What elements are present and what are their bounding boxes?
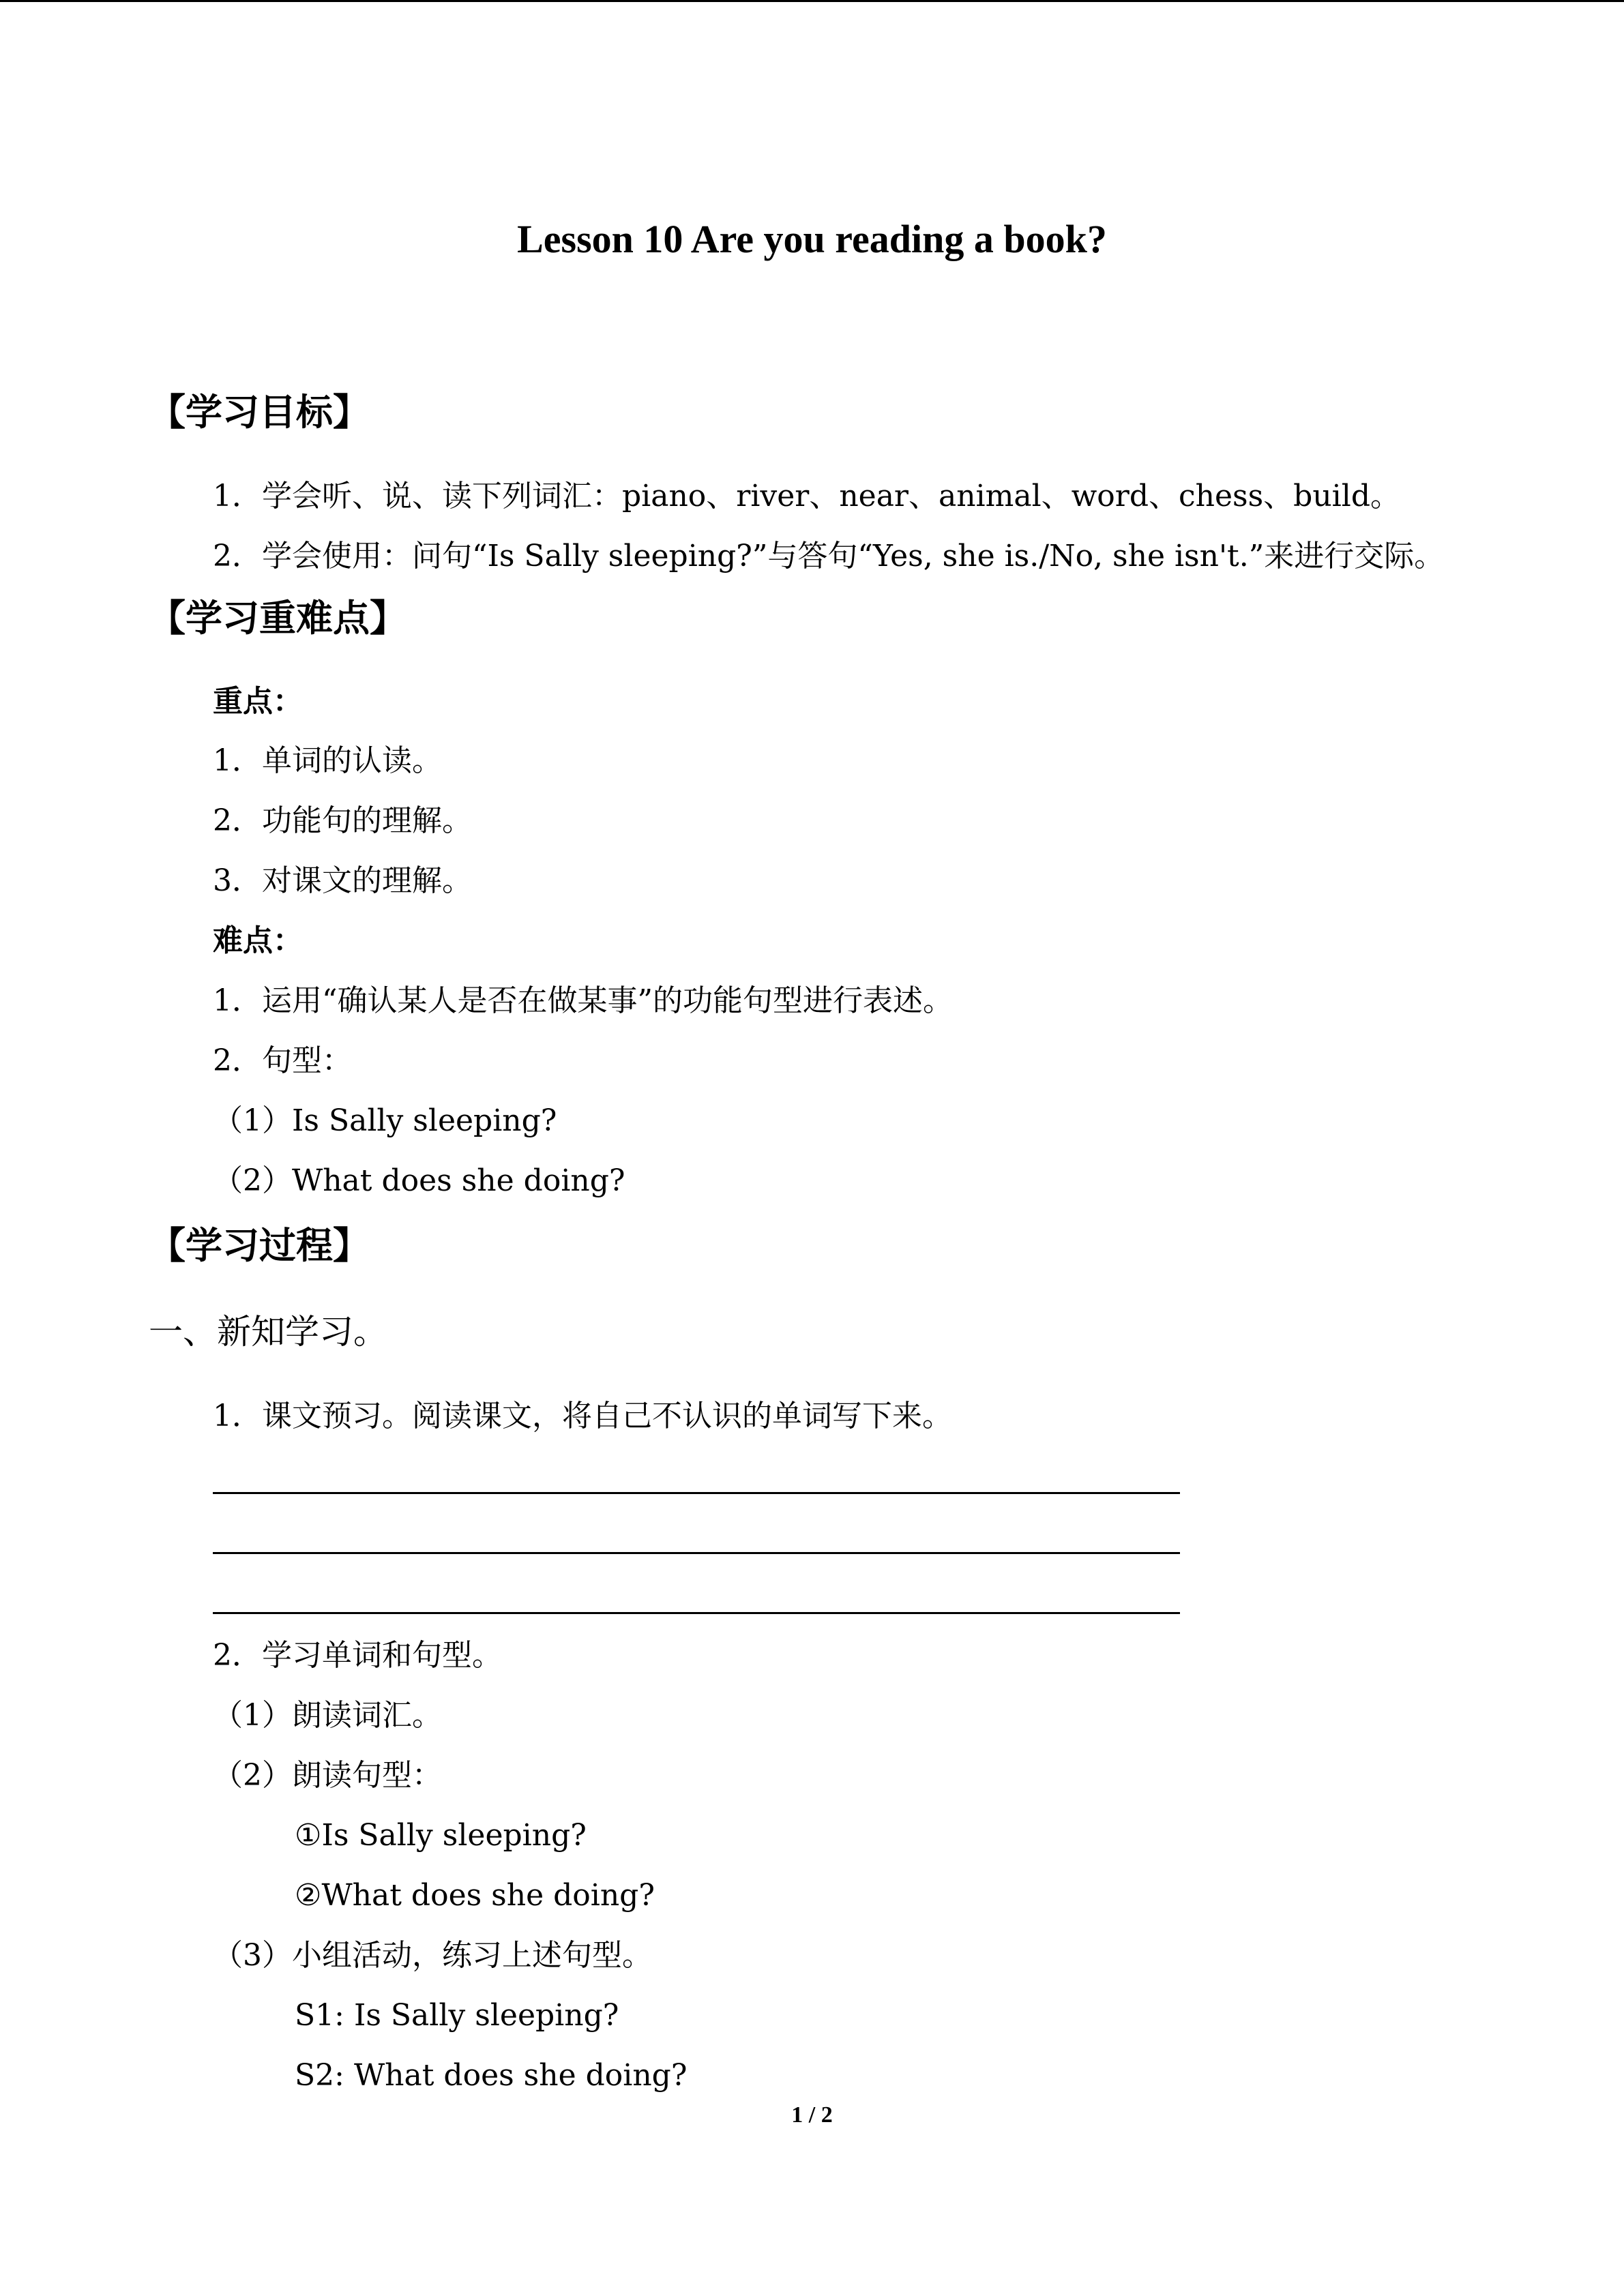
heading-key-points: 【学习重难点】 (149, 597, 407, 640)
difficulty-item-1: 1．运用“确认某人是否在做某事”的功能句型进行表述。 (213, 983, 953, 1018)
step-2: 2．学习单词和句型。 (213, 1638, 502, 1673)
dialogue-line-1: S1: Is Sally sleeping? (295, 1998, 619, 2033)
answer-line-2[interactable] (213, 1552, 1180, 1554)
focus-label: 重点： (213, 684, 303, 719)
dialogue-line-2: S2: What does she doing? (295, 2058, 688, 2093)
objective-item-1: 1．学会听、说、读下列词汇：piano、river、near、animal、word、chess、build。 (213, 479, 1400, 513)
difficulty-label: 难点： (213, 923, 303, 958)
sub-step-3: （3）小组活动，练习上述句型。 (213, 1938, 652, 1973)
heading-process: 【学习过程】 (149, 1224, 370, 1267)
answer-line-1[interactable] (213, 1492, 1180, 1494)
heading-objectives: 【学习目标】 (149, 391, 370, 434)
difficulty-item-2: 2．句型： (213, 1043, 352, 1078)
pattern-2: （2）What does she doing? (213, 1163, 625, 1198)
top-border (0, 0, 1624, 2)
focus-item-3: 3．对课文的理解。 (213, 863, 472, 898)
answer-line-3[interactable] (213, 1612, 1180, 1614)
focus-item-2: 2．功能句的理解。 (213, 803, 472, 838)
step-1: 1．课文预习。阅读课文，将自己不认识的单词写下来。 (213, 1399, 952, 1433)
sentence-1: ①Is Sally sleeping? (295, 1818, 587, 1853)
page-number: 1 / 2 (791, 2102, 833, 2128)
document-title: Lesson 10 Are you reading a book? (517, 217, 1107, 261)
objective-item-2: 2．学会使用：问句“Is Sally sleeping?”与答句“Yes, she is./No, she isn't.”来进行交际。 (213, 539, 1445, 573)
sentence-2: ②What does she doing? (295, 1878, 655, 1913)
pattern-1: （1）Is Sally sleeping? (213, 1103, 557, 1138)
sub-step-1: （1）朗读词汇。 (213, 1698, 442, 1733)
focus-item-1: 1．单词的认读。 (213, 743, 442, 778)
sub-step-2: （2）朗读句型： (213, 1758, 442, 1793)
part1-title: 一、新知学习。 (149, 1312, 387, 1352)
